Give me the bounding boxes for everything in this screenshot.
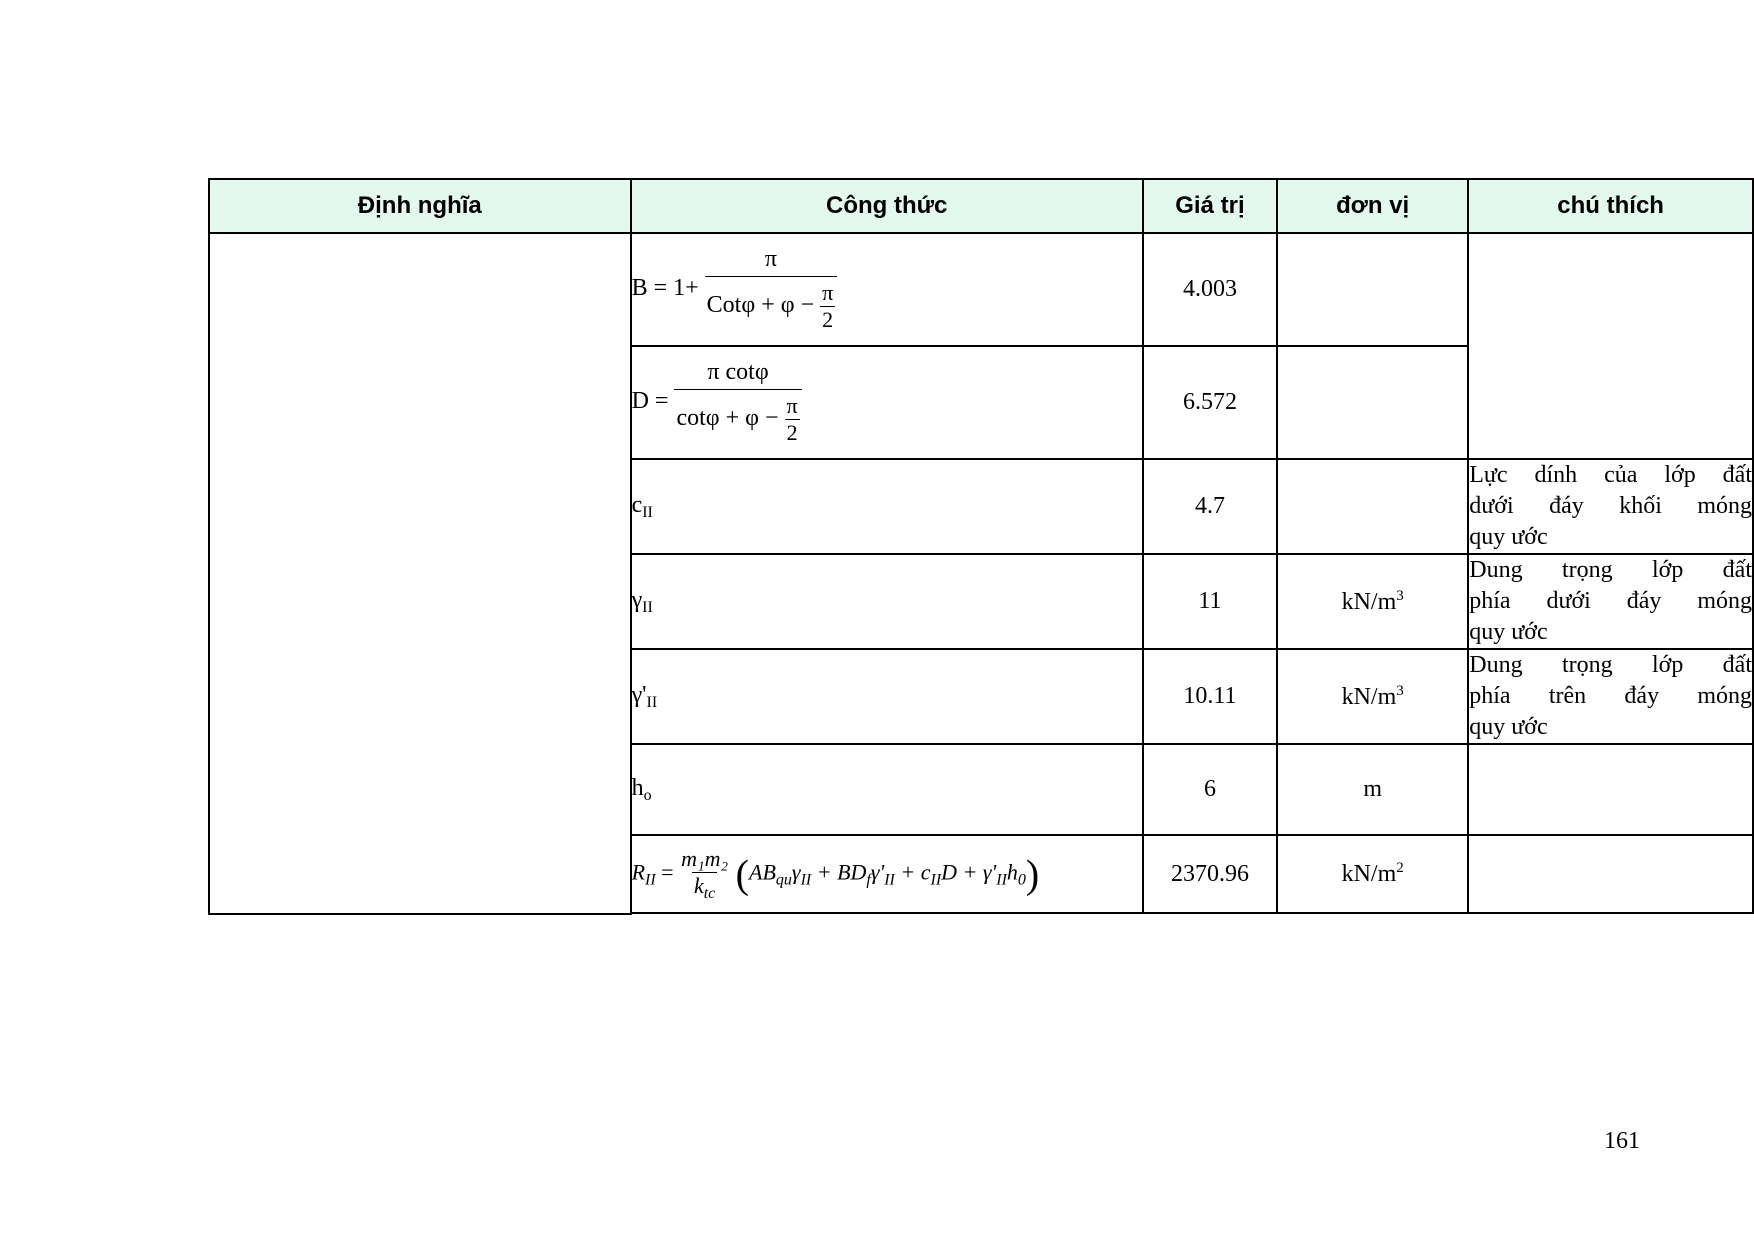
header-formula: Công thức bbox=[631, 179, 1143, 233]
page-number: 161 bbox=[1604, 1128, 1640, 1154]
header-note: chú thích bbox=[1468, 179, 1753, 233]
table-row bbox=[209, 233, 1753, 346]
formula-gamma-prime: $\gamma'_{II}$ bbox=[631, 649, 1143, 744]
value-r: 2370.96 bbox=[1143, 835, 1277, 913]
formula-d: D = π cotφ cotφ + φ − $\frac{\pi}{2}$ bbox=[631, 346, 1143, 459]
formula-b: B = 1+ π Cotφ + φ − $\frac{\pi}{2}$ bbox=[631, 233, 1143, 346]
header-definition: Định nghĩa bbox=[209, 179, 631, 233]
note-h bbox=[1468, 744, 1753, 835]
note-gamma-prime: Dung trọng lớp đất phía trên đáy móng quy ước bbox=[1468, 649, 1753, 744]
header-unit: đơn vị bbox=[1277, 179, 1468, 233]
value-gamma: 11 bbox=[1143, 554, 1277, 649]
header-value: Giá trị bbox=[1143, 179, 1277, 233]
calculation-table bbox=[208, 178, 1754, 915]
value-c: 4.7 bbox=[1143, 459, 1277, 554]
formula-gamma: $\gamma_{II}$ bbox=[631, 554, 1143, 649]
unit-d bbox=[1277, 346, 1468, 459]
value-h: 6 bbox=[1143, 744, 1277, 835]
header-row bbox=[209, 179, 1753, 233]
unit-gamma: $kN/m^3$ bbox=[1277, 554, 1468, 649]
note-r bbox=[1468, 835, 1753, 913]
definition-cell bbox=[209, 233, 631, 914]
value-b: 4.003 bbox=[1143, 233, 1277, 346]
value-d: 6.572 bbox=[1143, 346, 1277, 459]
unit-gamma-prime: $kN/m^3$ bbox=[1277, 649, 1468, 744]
note-b-d bbox=[1468, 233, 1753, 459]
unit-c bbox=[1277, 459, 1468, 554]
note-c: Lực dính của lớp đất dưới đáy khối móng quy ước bbox=[1468, 459, 1753, 554]
unit-b bbox=[1277, 233, 1468, 346]
value-gamma-prime: 10.11 bbox=[1143, 649, 1277, 744]
formula-h: $h_o$ bbox=[631, 744, 1143, 835]
formula-c: $c_{II}$ bbox=[631, 459, 1143, 554]
note-gamma: Dung trọng lớp đất phía dưới đáy móng quy ước bbox=[1468, 554, 1753, 649]
unit-r: $kN/m^2$ bbox=[1277, 835, 1468, 913]
formula-r: $R_{II}$ = $\frac{\text{m₁m₂}}{k_{tc}}$ $(AB_{qu}\gamma_{II} + BD_f\gamma'_{II} + c_{II}D + \gamma'_{II}h_0)$ bbox=[631, 835, 1143, 913]
unit-h: m bbox=[1277, 744, 1468, 835]
